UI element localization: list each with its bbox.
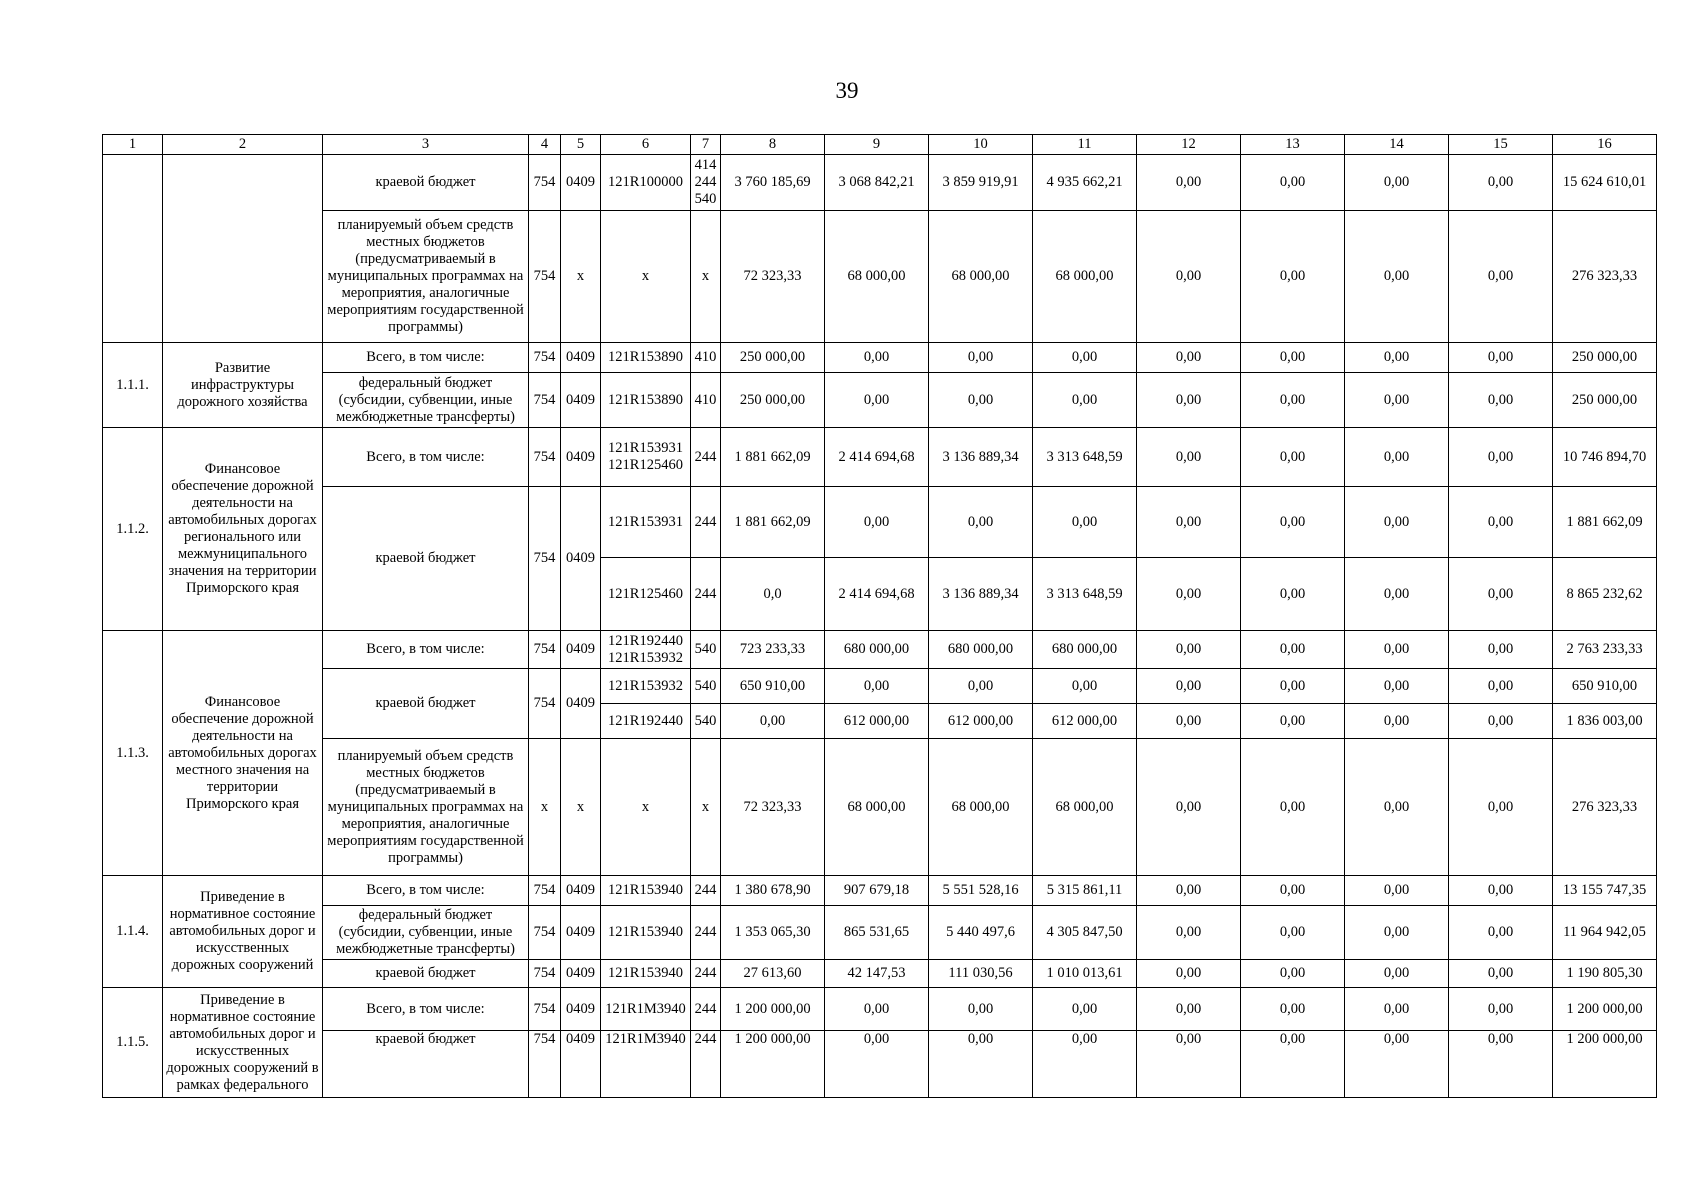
amount: 0,00: [1137, 739, 1241, 876]
amount: 0,00: [1449, 343, 1553, 373]
kvr-code: 540: [691, 669, 721, 704]
kvr-code: 540: [691, 704, 721, 739]
amount: 0,00: [1033, 669, 1137, 704]
amount: 3 313 648,59: [1033, 428, 1137, 487]
table-row: [103, 343, 1657, 373]
amount: 0,00: [929, 487, 1033, 558]
amount: 650 910,00: [721, 669, 825, 704]
grbs-code: 754: [529, 960, 561, 988]
amount: 111 030,56: [929, 960, 1033, 988]
activity-name: Приведение в нормативное состояние автомобильных дорог и искусственных дорожных сооружений в рамках федерального: [163, 988, 323, 1098]
col-header: 6: [601, 135, 691, 155]
amount: 1 353 065,30: [721, 906, 825, 960]
table-row: [103, 487, 1657, 558]
kvr-code: 244: [691, 876, 721, 906]
amount: 0,00: [1345, 373, 1449, 428]
amount: 0,00: [1137, 669, 1241, 704]
amount: 0,00: [1137, 558, 1241, 631]
col-header: 14: [1345, 135, 1449, 155]
kcsr-code: 121R153931: [601, 487, 691, 558]
table-row: [103, 428, 1657, 487]
amount: 0,00: [929, 373, 1033, 428]
kcsr-code: 121R153931 121R125460: [601, 428, 691, 487]
kcsr-code: 121R153932: [601, 669, 691, 704]
amount: 1 200 000,00: [721, 1031, 825, 1098]
amount: 0,00: [825, 988, 929, 1031]
kcsr-code: 121R100000: [601, 155, 691, 211]
amount: 5 440 497,6: [929, 906, 1033, 960]
kvr-code: 244: [691, 1031, 721, 1098]
amount: 4 935 662,21: [1033, 155, 1137, 211]
grbs-code: 754: [529, 906, 561, 960]
amount: 0,00: [1345, 558, 1449, 631]
amount: 0,00: [1345, 343, 1449, 373]
kvr-code: 244: [691, 558, 721, 631]
amount: 0,00: [1241, 155, 1345, 211]
amount: 612 000,00: [929, 704, 1033, 739]
rzpr-code: 0409: [561, 631, 601, 669]
kcsr-code: 121R192440 121R153932: [601, 631, 691, 669]
amount: 0,00: [1241, 487, 1345, 558]
amount: 2 414 694,68: [825, 428, 929, 487]
amount: 68 000,00: [1033, 211, 1137, 343]
funding-source: планируемый объем средств местных бюджетов (предусматриваемый в муниципальных программах на мероприятия, аналогичные мероприятиям государственной программы): [323, 211, 529, 343]
amount: 3 068 842,21: [825, 155, 929, 211]
amount: 68 000,00: [929, 211, 1033, 343]
col-header: 11: [1033, 135, 1137, 155]
amount: 0,00: [1137, 1031, 1241, 1098]
amount: 5 315 861,11: [1033, 876, 1137, 906]
amount: 0,00: [1137, 988, 1241, 1031]
col-header: 4: [529, 135, 561, 155]
row-number: 1.1.1.: [103, 343, 163, 428]
col-header: 5: [561, 135, 601, 155]
amount: 42 147,53: [825, 960, 929, 988]
kcsr-code: 121R125460: [601, 558, 691, 631]
grbs-code: 754: [529, 487, 561, 631]
kcsr-code: 121R1M3940: [601, 1031, 691, 1098]
header-row: [103, 135, 1657, 155]
funding-source: Всего, в том числе:: [323, 988, 529, 1031]
amount: 0,00: [1241, 428, 1345, 487]
funding-source: краевой бюджет: [323, 1031, 529, 1098]
amount: 0,00: [1137, 960, 1241, 988]
col-header: 9: [825, 135, 929, 155]
grbs-code: 754: [529, 343, 561, 373]
amount: 0,00: [1345, 906, 1449, 960]
amount: 0,00: [1449, 211, 1553, 343]
amount: 0,00: [1449, 704, 1553, 739]
amount: 0,00: [1033, 487, 1137, 558]
amount: 250 000,00: [721, 343, 825, 373]
table-row: [103, 960, 1657, 988]
funding-source: краевой бюджет: [323, 669, 529, 739]
amount: 0,00: [1241, 988, 1345, 1031]
grbs-code: 754: [529, 211, 561, 343]
kvr-code: 244: [691, 487, 721, 558]
rzpr-code: x: [561, 739, 601, 876]
kvr-code: x: [691, 739, 721, 876]
table-row: [103, 669, 1657, 704]
amount: 72 323,33: [721, 739, 825, 876]
amount: 0,00: [1345, 211, 1449, 343]
amount: 0,00: [1345, 669, 1449, 704]
amount: 0,00: [1241, 739, 1345, 876]
activity-name: [163, 155, 323, 343]
amount: 0,00: [1241, 960, 1345, 988]
amount: 0,00: [1345, 428, 1449, 487]
rzpr-code: 0409: [561, 1031, 601, 1098]
amount: 0,00: [929, 669, 1033, 704]
amount: 612 000,00: [825, 704, 929, 739]
amount: 0,00: [1449, 960, 1553, 988]
amount: 11 964 942,05: [1553, 906, 1657, 960]
kcsr-code: 121R1M3940: [601, 988, 691, 1031]
kcsr-code: 121R153940: [601, 876, 691, 906]
amount: 0,00: [1241, 876, 1345, 906]
budget-table: [102, 134, 1657, 1098]
amount: 0,00: [1033, 1031, 1137, 1098]
amount: 250 000,00: [1553, 343, 1657, 373]
amount: 0,00: [1137, 373, 1241, 428]
amount: 0,00: [721, 704, 825, 739]
amount: 0,00: [1345, 155, 1449, 211]
amount: 0,00: [825, 373, 929, 428]
amount: 0,00: [1345, 876, 1449, 906]
row-number: [103, 155, 163, 343]
col-header: 13: [1241, 135, 1345, 155]
amount: 1 190 805,30: [1553, 960, 1657, 988]
amount: 250 000,00: [721, 373, 825, 428]
amount: 8 865 232,62: [1553, 558, 1657, 631]
table-row: [103, 739, 1657, 876]
amount: 0,00: [825, 669, 929, 704]
amount: 1 200 000,00: [721, 988, 825, 1031]
amount: 0,00: [1137, 631, 1241, 669]
grbs-code: 754: [529, 988, 561, 1031]
row-number: 1.1.5.: [103, 988, 163, 1098]
kvr-code: 540: [691, 631, 721, 669]
table-row: [103, 631, 1657, 669]
rzpr-code: 0409: [561, 669, 601, 739]
table-row: [103, 155, 1657, 211]
amount: 0,00: [1241, 669, 1345, 704]
amount: 0,00: [1137, 487, 1241, 558]
amount: 4 305 847,50: [1033, 906, 1137, 960]
amount: 0,00: [1137, 211, 1241, 343]
amount: 680 000,00: [825, 631, 929, 669]
amount: 1 881 662,09: [721, 487, 825, 558]
amount: 0,00: [1449, 988, 1553, 1031]
table-row: [103, 1031, 1657, 1098]
col-header: 12: [1137, 135, 1241, 155]
amount: 0,00: [1137, 155, 1241, 211]
grbs-code: 754: [529, 669, 561, 739]
col-header: 2: [163, 135, 323, 155]
amount: 5 551 528,16: [929, 876, 1033, 906]
activity-name: Финансовое обеспечение дорожной деятельности на автомобильных дорогах местного значения на территории Приморского края: [163, 631, 323, 876]
amount: 2 414 694,68: [825, 558, 929, 631]
row-number: 1.1.3.: [103, 631, 163, 876]
amount: 68 000,00: [825, 739, 929, 876]
amount: 680 000,00: [1033, 631, 1137, 669]
amount: 0,00: [1449, 558, 1553, 631]
rzpr-code: 0409: [561, 876, 601, 906]
amount: 3 136 889,34: [929, 428, 1033, 487]
kvr-code: 244: [691, 428, 721, 487]
amount: 0,00: [1241, 343, 1345, 373]
amount: 0,00: [1449, 155, 1553, 211]
rzpr-code: x: [561, 211, 601, 343]
amount: 0,00: [1449, 373, 1553, 428]
kcsr-code: x: [601, 739, 691, 876]
amount: 10 746 894,70: [1553, 428, 1657, 487]
activity-name: Развитие инфраструктуры дорожного хозяйства: [163, 343, 323, 428]
col-header: 15: [1449, 135, 1553, 155]
kcsr-code: x: [601, 211, 691, 343]
kcsr-code: 121R153940: [601, 960, 691, 988]
funding-source: краевой бюджет: [323, 487, 529, 631]
rzpr-code: 0409: [561, 487, 601, 631]
funding-source: федеральный бюджет (субсидии, субвенции, иные межбюджетные трансферты): [323, 906, 529, 960]
amount: 0,00: [1137, 343, 1241, 373]
grbs-code: 754: [529, 876, 561, 906]
amount: 0,00: [1033, 343, 1137, 373]
amount: 1 200 000,00: [1553, 1031, 1657, 1098]
amount: 0,00: [1345, 1031, 1449, 1098]
amount: 0,00: [1345, 704, 1449, 739]
amount: 13 155 747,35: [1553, 876, 1657, 906]
amount: 0,00: [929, 343, 1033, 373]
amount: 650 910,00: [1553, 669, 1657, 704]
table-row: [103, 211, 1657, 343]
amount: 3 136 889,34: [929, 558, 1033, 631]
amount: 0,00: [1449, 487, 1553, 558]
kvr-code: 244: [691, 960, 721, 988]
amount: 680 000,00: [929, 631, 1033, 669]
kvr-code: 244: [691, 988, 721, 1031]
table-row: [103, 876, 1657, 906]
amount: 0,00: [825, 343, 929, 373]
amount: 0,00: [1449, 739, 1553, 876]
col-header: 10: [929, 135, 1033, 155]
grbs-code: 754: [529, 155, 561, 211]
amount: 2 763 233,33: [1553, 631, 1657, 669]
amount: 0,00: [1345, 487, 1449, 558]
amount: 1 010 013,61: [1033, 960, 1137, 988]
amount: 0,00: [1449, 631, 1553, 669]
funding-source: Всего, в том числе:: [323, 428, 529, 487]
amount: 0,00: [825, 487, 929, 558]
kcsr-code: 121R153940: [601, 906, 691, 960]
amount: 0,00: [1345, 960, 1449, 988]
kcsr-code: 121R192440: [601, 704, 691, 739]
grbs-code: 754: [529, 1031, 561, 1098]
kvr-code: 414 244 540: [691, 155, 721, 211]
amount: 250 000,00: [1553, 373, 1657, 428]
rzpr-code: 0409: [561, 906, 601, 960]
col-header: 7: [691, 135, 721, 155]
amount: 0,00: [1241, 373, 1345, 428]
rzpr-code: 0409: [561, 373, 601, 428]
page-number: 39: [835, 78, 859, 103]
funding-source: Всего, в том числе:: [323, 631, 529, 669]
kvr-code: 410: [691, 343, 721, 373]
funding-source: планируемый объем средств местных бюджетов (предусматриваемый в муниципальных программах на мероприятия, аналогичные мероприятиям государственной программы): [323, 739, 529, 876]
activity-name: Финансовое обеспечение дорожной деятельности на автомобильных дорогах регионального или межмуниципального значения на территории Приморского края: [163, 428, 323, 631]
col-header: 16: [1553, 135, 1657, 155]
amount: 723 233,33: [721, 631, 825, 669]
amount: 1 836 003,00: [1553, 704, 1657, 739]
grbs-code: 754: [529, 373, 561, 428]
amount: 0,00: [1241, 1031, 1345, 1098]
amount: 276 323,33: [1553, 211, 1657, 343]
funding-source: Всего, в том числе:: [323, 343, 529, 373]
table-row: [103, 988, 1657, 1031]
amount: 0,0: [721, 558, 825, 631]
amount: 3 313 648,59: [1033, 558, 1137, 631]
funding-source: федеральный бюджет (субсидии, субвенции, иные межбюджетные трансферты): [323, 373, 529, 428]
grbs-code: x: [529, 739, 561, 876]
table-row: [103, 906, 1657, 960]
funding-source: краевой бюджет: [323, 960, 529, 988]
kvr-code: x: [691, 211, 721, 343]
kvr-code: 244: [691, 906, 721, 960]
amount: 0,00: [1137, 704, 1241, 739]
grbs-code: 754: [529, 428, 561, 487]
funding-source: Всего, в том числе:: [323, 876, 529, 906]
amount: 907 679,18: [825, 876, 929, 906]
amount: 3 760 185,69: [721, 155, 825, 211]
kcsr-code: 121R153890: [601, 373, 691, 428]
table-row: [103, 373, 1657, 428]
amount: 0,00: [1137, 428, 1241, 487]
activity-name: Приведение в нормативное состояние автомобильных дорог и искусственных дорожных сооружений: [163, 876, 323, 988]
rzpr-code: 0409: [561, 155, 601, 211]
row-number: 1.1.4.: [103, 876, 163, 988]
amount: 0,00: [1241, 558, 1345, 631]
kvr-code: 410: [691, 373, 721, 428]
amount: 0,00: [1137, 876, 1241, 906]
col-header: 3: [323, 135, 529, 155]
col-header: 8: [721, 135, 825, 155]
amount: 276 323,33: [1553, 739, 1657, 876]
amount: 0,00: [1449, 876, 1553, 906]
amount: 0,00: [825, 1031, 929, 1098]
amount: 15 624 610,01: [1553, 155, 1657, 211]
funding-source: краевой бюджет: [323, 155, 529, 211]
amount: 0,00: [1033, 988, 1137, 1031]
amount: 3 859 919,91: [929, 155, 1033, 211]
amount: 1 881 662,09: [1553, 487, 1657, 558]
amount: 865 531,65: [825, 906, 929, 960]
amount: 0,00: [929, 1031, 1033, 1098]
amount: 0,00: [1449, 906, 1553, 960]
amount: 0,00: [1137, 906, 1241, 960]
amount: 612 000,00: [1033, 704, 1137, 739]
amount: 0,00: [1033, 373, 1137, 428]
kcsr-code: 121R153890: [601, 343, 691, 373]
amount: 68 000,00: [929, 739, 1033, 876]
amount: 0,00: [1241, 631, 1345, 669]
amount: 1 200 000,00: [1553, 988, 1657, 1031]
amount: 68 000,00: [825, 211, 929, 343]
col-header: 1: [103, 135, 163, 155]
row-number: 1.1.2.: [103, 428, 163, 631]
rzpr-code: 0409: [561, 428, 601, 487]
amount: 0,00: [1345, 739, 1449, 876]
amount: 0,00: [929, 988, 1033, 1031]
amount: 0,00: [1449, 428, 1553, 487]
rzpr-code: 0409: [561, 960, 601, 988]
amount: 0,00: [1345, 988, 1449, 1031]
amount: 1 881 662,09: [721, 428, 825, 487]
grbs-code: 754: [529, 631, 561, 669]
amount: 0,00: [1241, 906, 1345, 960]
rzpr-code: 0409: [561, 343, 601, 373]
amount: 1 380 678,90: [721, 876, 825, 906]
amount: 0,00: [1449, 669, 1553, 704]
amount: 68 000,00: [1033, 739, 1137, 876]
amount: 0,00: [1241, 704, 1345, 739]
amount: 27 613,60: [721, 960, 825, 988]
amount: 0,00: [1345, 631, 1449, 669]
amount: 72 323,33: [721, 211, 825, 343]
amount: 0,00: [1241, 211, 1345, 343]
amount: 0,00: [1449, 1031, 1553, 1098]
rzpr-code: 0409: [561, 988, 601, 1031]
